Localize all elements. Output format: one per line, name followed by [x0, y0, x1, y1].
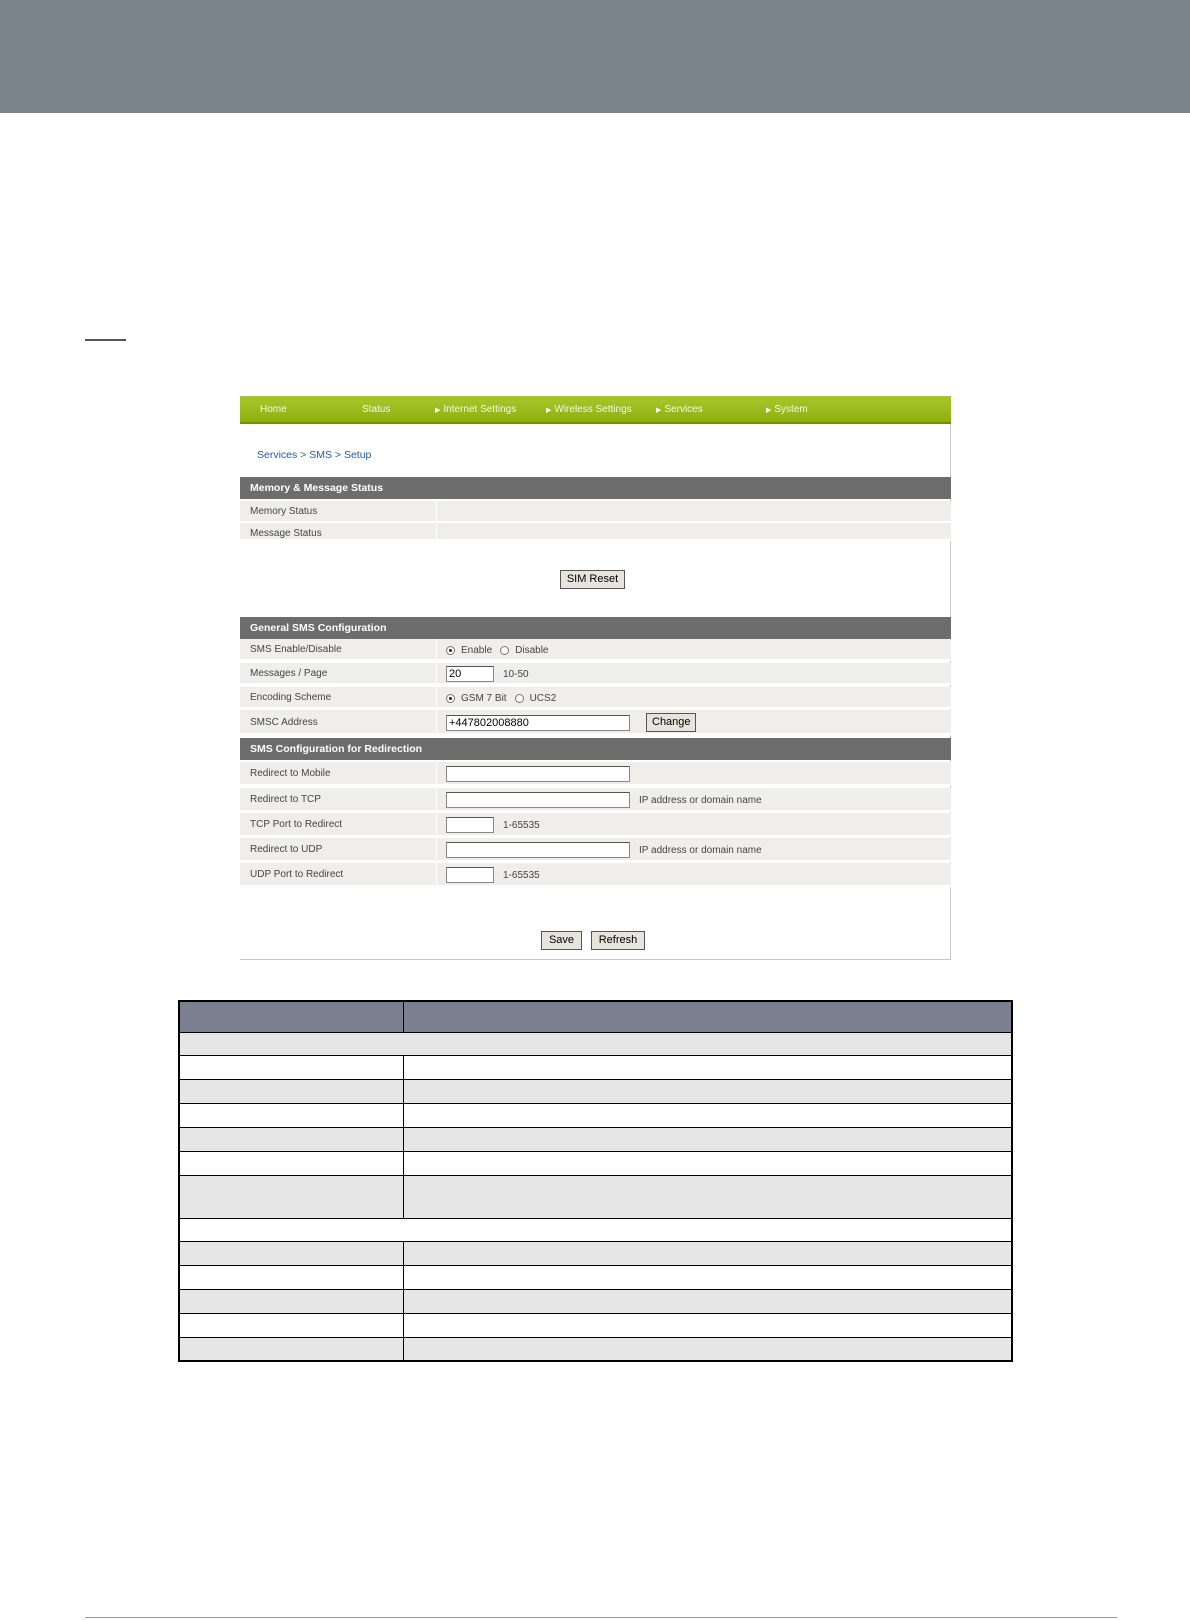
ucs-option-label: UCS2: [529, 692, 557, 704]
row-tcp-port: [240, 813, 951, 837]
messages-page-input[interactable]: 20: [446, 666, 494, 682]
table-row: [179, 1079, 1012, 1103]
redirect-mobile-wrap: [446, 762, 630, 786]
row-divider: [436, 813, 437, 837]
table-cell: [179, 1103, 403, 1127]
breadcrumb[interactable]: Services > SMS > Setup: [257, 449, 372, 461]
table-cell: [403, 1175, 1012, 1218]
row-divider: [436, 501, 437, 523]
disable-radio[interactable]: [500, 646, 509, 655]
table-header-cell: [179, 1001, 403, 1032]
header-banner: [0, 0, 1190, 113]
table-row: [179, 1289, 1012, 1313]
heading-rule: [85, 339, 126, 341]
nav-home[interactable]: [240, 396, 320, 424]
udp-port-range: 1-65535: [503, 869, 540, 881]
gsm-radio[interactable]: [446, 694, 455, 703]
row-memory-status: [240, 501, 951, 523]
refresh-button[interactable]: Refresh: [591, 931, 645, 950]
nav-services[interactable]: [651, 396, 761, 424]
row-divider: [436, 639, 437, 661]
save-button[interactable]: Save: [541, 931, 582, 950]
tcp-port-range: 1-65535: [503, 819, 540, 831]
disable-option-label: Disable: [515, 644, 549, 656]
table-cell: [179, 1218, 1012, 1241]
sms-enable-options: [446, 639, 549, 661]
table-cell: [403, 1313, 1012, 1337]
row-message-status: [240, 523, 951, 541]
table-cell: [179, 1337, 403, 1361]
row-encoding-scheme: [240, 687, 951, 709]
table-row: [179, 1265, 1012, 1289]
tcp-port-label: TCP Port to Redirect: [250, 819, 343, 830]
top-nav: [240, 396, 951, 424]
table-cell: [403, 1127, 1012, 1151]
ucs-radio[interactable]: [515, 694, 524, 703]
table-cell: [403, 1289, 1012, 1313]
table-cell: [179, 1127, 403, 1151]
redirect-udp-hint: IP address or domain name: [639, 844, 762, 856]
redirect-udp-label: Redirect to UDP: [250, 844, 323, 855]
udp-port-wrap: [446, 863, 540, 887]
nav-internet-settings[interactable]: [430, 396, 541, 424]
table-cell: [403, 1265, 1012, 1289]
messages-page-range: 10-50: [503, 668, 529, 680]
table-cell: [179, 1079, 403, 1103]
table-cell: [403, 1337, 1012, 1361]
table-cell: [179, 1055, 403, 1079]
table-cell: [179, 1313, 403, 1337]
row-smsc-address: [240, 710, 951, 735]
smsc-label: SMSC Address: [250, 717, 318, 728]
change-button[interactable]: Change: [646, 713, 696, 732]
table-row: [179, 1175, 1012, 1218]
table-row: [179, 1313, 1012, 1337]
table-row: [179, 1103, 1012, 1127]
arrow-right-icon: ▶: [546, 407, 552, 414]
row-divider: [436, 838, 437, 862]
redirect-mobile-label: Redirect to Mobile: [250, 768, 331, 779]
nav-status-label: Status: [362, 404, 391, 415]
table-section-row: [179, 1032, 1012, 1055]
row-redirect-udp: [240, 838, 951, 862]
nav-home-label: Home: [260, 404, 287, 415]
table-section-row: [179, 1218, 1012, 1241]
arrow-right-icon: ▶: [435, 407, 441, 414]
redirect-tcp-hint: IP address or domain name: [639, 794, 762, 806]
table-cell: [179, 1289, 403, 1313]
section-header-redirect: SMS Configuration for Redirection: [240, 738, 951, 760]
table-row: [179, 1241, 1012, 1265]
table-row: [179, 1337, 1012, 1361]
nav-services-label: Services: [664, 404, 703, 415]
table-cell: [179, 1151, 403, 1175]
redirect-mobile-input[interactable]: [446, 766, 630, 782]
gsm-option-label: GSM 7 Bit: [461, 692, 507, 704]
nav-system-label: System: [774, 404, 808, 415]
sim-reset-button[interactable]: SIM Reset: [560, 570, 625, 589]
nav-status[interactable]: [320, 396, 430, 424]
redirect-tcp-input[interactable]: [446, 792, 630, 808]
table-cell: [179, 1241, 403, 1265]
smsc-input[interactable]: +447802008880: [446, 715, 630, 731]
arrow-right-icon: ▶: [766, 407, 772, 414]
row-divider: [436, 710, 437, 735]
sms-enable-label: SMS Enable/Disable: [250, 644, 342, 655]
table-header-row: [179, 1001, 1012, 1032]
messages-page-value-wrap: [446, 663, 529, 685]
redirect-tcp-label: Redirect to TCP: [250, 794, 321, 805]
row-redirect-tcp: [240, 788, 951, 812]
row-udp-port: [240, 863, 951, 887]
redirect-udp-input[interactable]: [446, 842, 630, 858]
tcp-port-input[interactable]: [446, 817, 494, 833]
redirect-udp-wrap: [446, 838, 762, 862]
table-row: [179, 1055, 1012, 1079]
table-row: [179, 1151, 1012, 1175]
section-header-general: General SMS Configuration: [240, 617, 951, 639]
udp-port-input[interactable]: [446, 867, 494, 883]
nav-wireless-settings[interactable]: [541, 396, 651, 424]
footer-rule: [85, 1617, 1117, 1618]
parameter-table: [178, 1000, 1013, 1362]
memory-status-label: Memory Status: [250, 506, 318, 517]
arrow-right-icon: ▶: [656, 407, 662, 414]
table-cell: [403, 1103, 1012, 1127]
table-cell: [403, 1079, 1012, 1103]
nav-system[interactable]: [761, 396, 871, 424]
smsc-value-wrap: [446, 710, 696, 735]
table-row: [179, 1127, 1012, 1151]
tcp-port-wrap: [446, 813, 540, 837]
row-divider: [436, 788, 437, 812]
row-divider: [436, 863, 437, 887]
row-sms-enable: [240, 639, 951, 661]
enable-option-label: Enable: [461, 644, 493, 656]
nav-internet-label: Internet Settings: [443, 404, 517, 415]
message-status-label: Message Status: [250, 528, 322, 539]
row-divider: [436, 663, 437, 685]
table-cell: [179, 1032, 1012, 1055]
redirect-tcp-wrap: [446, 788, 762, 812]
section-header-memory: Memory & Message Status: [240, 477, 951, 499]
table-cell: [179, 1175, 403, 1218]
row-redirect-mobile: [240, 762, 951, 786]
enable-radio[interactable]: [446, 646, 455, 655]
table-cell: [403, 1241, 1012, 1265]
table-cell: [403, 1055, 1012, 1079]
encoding-options: [446, 687, 556, 709]
udp-port-label: UDP Port to Redirect: [250, 869, 344, 880]
row-divider: [436, 523, 437, 541]
table-cell: [403, 1151, 1012, 1175]
row-divider: [436, 687, 437, 709]
nav-wireless-label: Wireless Settings: [554, 404, 632, 415]
row-messages-page: [240, 663, 951, 685]
router-ui-screenshot: [240, 396, 951, 960]
messages-page-label: Messages / Page: [250, 668, 328, 679]
table-cell: [179, 1265, 403, 1289]
row-divider: [436, 762, 437, 786]
table-header-cell: [403, 1001, 1012, 1032]
encoding-label: Encoding Scheme: [250, 692, 332, 703]
